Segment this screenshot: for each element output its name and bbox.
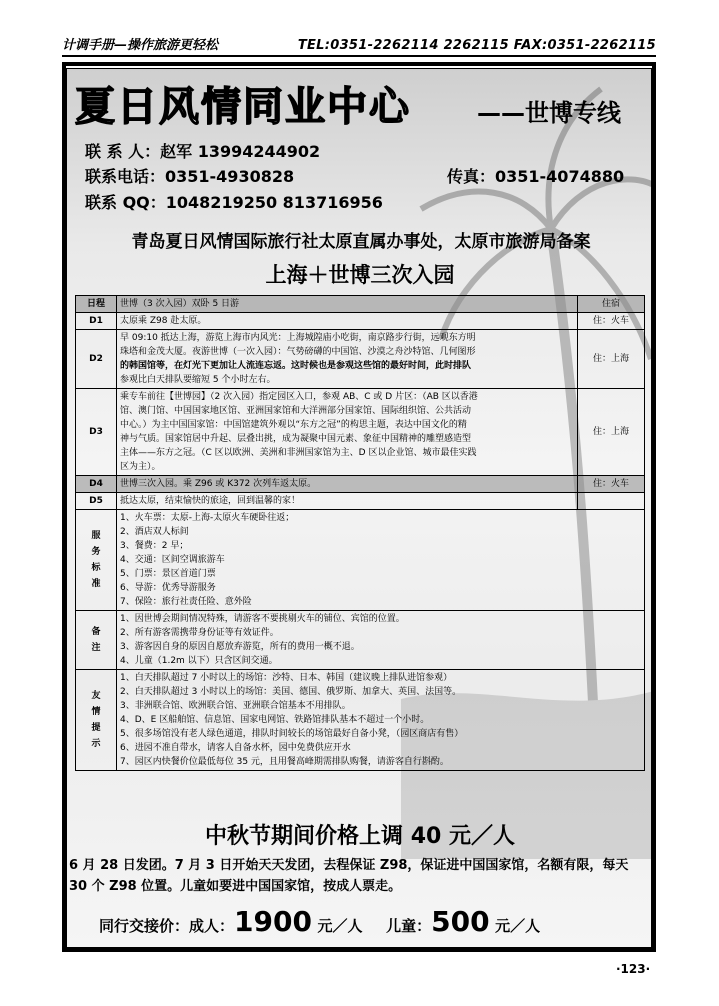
child-price: 500 <box>431 905 490 938</box>
price-label: 同行交接价：成人： <box>99 917 235 935</box>
departure-description: 6 月 28 日发团。7 月 3 日开始天天发团，去程保证 Z98，保证进中国国家馆，名额有限，每天 30 个 Z98 位置。儿童如要进中国国家馆，按成人票走。 <box>69 858 629 894</box>
day-detail: 抵达太原，结束愉快的旅途，回到温馨的家！ <box>117 493 578 510</box>
header-stay: 住宿 <box>578 296 645 313</box>
tips-row <box>76 670 645 771</box>
contact-qq: 联系 QQ：1048219250 813716956 <box>85 193 383 212</box>
contact-phone: 联系电话：0351-4930828 <box>85 167 295 186</box>
day-cell: D5 <box>76 493 117 510</box>
price-line <box>99 905 540 938</box>
adult-unit: 元／人 <box>317 917 363 935</box>
day-detail: 早 09:10 抵达上海，游览上海市内风光：上海城隍庙小吃街，南京路步行街，远观东方明 珠塔和金茂大厦。夜游世博（一次入园）：气势磅礴的中国馆、沙漠之舟沙特馆、几何图形 的韩国馆等，在灯光下更加让人流连忘返。这时候也是参观这些馆的最好时间，此时排队 参观比白天排队要缩短 5 个小时左右。 <box>117 330 578 389</box>
tips-label: 友情提示 <box>76 670 117 771</box>
stay-cell: 住：上海 <box>578 389 645 476</box>
stay-cell <box>578 493 645 510</box>
table-row <box>76 389 645 476</box>
route-title: 上海＋世博三次入园 <box>265 263 455 287</box>
day-cell: D4 <box>76 476 117 493</box>
day-detail: 世博三次入园。乘 Z96 或 K372 次列车返太原。 <box>117 476 578 493</box>
contact-person: 联 系 人：赵军 13994244902 <box>85 142 321 161</box>
adult-price: 1900 <box>234 905 312 938</box>
itinerary-table <box>75 295 645 771</box>
table-row <box>76 330 645 389</box>
stay-cell: 住：上海 <box>578 330 645 389</box>
header-slogan: 计调手册—操作旅游更轻松 <box>62 38 219 53</box>
page-header <box>62 33 656 57</box>
header-trip: 世博（3 次入园）双卧 5 日游 <box>117 296 578 313</box>
day-cell: D3 <box>76 389 117 476</box>
child-unit: 元／人 <box>495 917 541 935</box>
table-header-row <box>76 296 645 313</box>
notes-label: 备注 <box>76 611 117 670</box>
stay-cell: 住：火车 <box>578 476 645 493</box>
promo-headline: 中秋节期间价格上调 40 元／人 <box>205 824 515 849</box>
banner-title: 夏日风情同业中心 <box>75 84 411 130</box>
day-detail: 乘专车前往【世博园】（2 次入园）指定园区入口，参观 AB、C 或 D 片区：（AB 区以香港 馆、澳门馆、中国国家地区馆、亚洲国家馆和大洋洲部分国家馆、国际组织馆、公共活动 中心。）为主中国国家馆：中国馆建筑外观以“东方之冠”的构思主题，表达中国文化的精 神与气质。国家馆居中升起、层叠出挑，成为凝聚中国元素、象征中国精神的雕塑感造型 主体——东方之冠。（C 区以欧洲、美洲和非洲国家馆为主、D 区以企业馆、城市最佳实践 区为主）。 <box>117 389 578 476</box>
services-detail: 1、火车票：太原-上海-太原火车硬卧往返； 2、酒店双人标间 3、餐费：2 早； 4、交通：区间空调旅游车 5、门票：景区首道门票 6、导游：优秀导游服务 7、保险：旅行社责任险、意外险 <box>117 510 645 611</box>
services-label: 服务标准 <box>76 510 117 611</box>
day-cell: D2 <box>76 330 117 389</box>
notes-detail: 1、因世博会期间情况特殊，请游客不要挑剔火车的铺位、宾馆的位置。 2、所有游客需携带身份证等有效证件。 3、游客因自身的原因自愿放弃游览，所有的费用一概不退。 4、儿童（1.2m 以下）只含区间交通。 <box>117 611 645 670</box>
ad-panel <box>66 68 652 948</box>
page-number: ·123· <box>616 962 651 976</box>
child-label: 儿童： <box>386 917 432 935</box>
day-cell: D1 <box>76 313 117 330</box>
header-contact: TEL:0351-2262114 2262115 FAX:0351-2262115 <box>297 38 656 53</box>
notes-row <box>76 611 645 670</box>
tips-detail: 1、白天排队超过 7 小时以上的场馆：沙特、日本、韩国（建议晚上排队进馆参观） 2、白天排队超过 3 小时以上的场馆：美国、德国、俄罗斯、加拿大、英国、法国等。 3、非洲联合馆、欧洲联合馆、亚洲联合馆基本不用排队。 4、D、E 区船舶馆、信息馆、国家电网馆、铁路馆排队基本不超过一个小时。 5、很多场馆没有老人绿色通道，排队时间较长的场馆最好自备小凳，（园区商店有售） 6、进园不准自带水，请客人自备水杯，园中免费供应开水 7、园区内快餐价位最低每位 35 元，且用餐高峰期需排队购餐，请游客自行斟酌。 <box>117 670 645 771</box>
banner-subtitle: ——世博专线 <box>477 99 621 127</box>
services-row <box>76 510 645 611</box>
table-row <box>76 313 645 330</box>
header-day: 日程 <box>76 296 117 313</box>
stay-cell: 住：火车 <box>578 313 645 330</box>
table-row <box>76 476 645 493</box>
table-row <box>76 493 645 510</box>
contact-fax: 传真：0351-4074880 <box>447 167 625 186</box>
agency-line: 青岛夏日风情国际旅行社太原直属办事处，太原市旅游局备案 <box>131 232 591 252</box>
day-detail: 太原乘 Z98 赴太原。 <box>117 313 578 330</box>
